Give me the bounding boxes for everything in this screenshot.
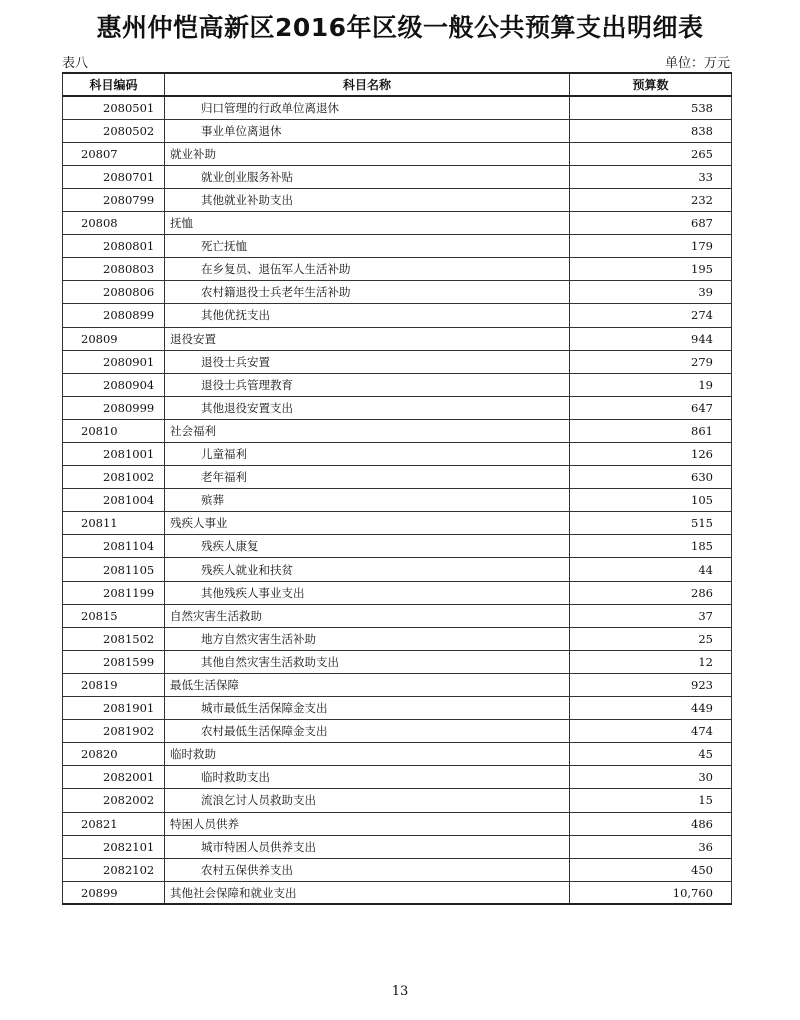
table-row xyxy=(63,581,732,604)
cell-name: 归口管理的行政单位离退休 xyxy=(165,96,570,119)
cell-amount: 36 xyxy=(570,835,732,858)
cell-amount: 179 xyxy=(570,235,732,258)
cell-name: 其他残疾人事业支出 xyxy=(165,581,570,604)
cell-amount: 185 xyxy=(570,535,732,558)
table-label: 表八 xyxy=(62,56,89,71)
table-row xyxy=(63,789,732,812)
cell-code: 2081004 xyxy=(63,489,165,512)
table-row xyxy=(63,627,732,650)
cell-code: 20815 xyxy=(63,604,165,627)
cell-code: 2081105 xyxy=(63,558,165,581)
cell-name: 残疾人事业 xyxy=(165,512,570,535)
table-row xyxy=(63,373,732,396)
table-header-row xyxy=(63,73,732,96)
cell-code: 2081901 xyxy=(63,697,165,720)
cell-amount: 944 xyxy=(570,327,732,350)
cell-code: 2082102 xyxy=(63,858,165,881)
cell-name: 在乡复员、退伍军人生活补助 xyxy=(165,258,570,281)
cell-code: 2081104 xyxy=(63,535,165,558)
cell-name: 最低生活保障 xyxy=(165,673,570,696)
page-title: 惠州仲恺高新区2016年区级一般公共预算支出明细表 xyxy=(96,13,704,42)
cell-amount: 286 xyxy=(570,581,732,604)
cell-amount: 687 xyxy=(570,212,732,235)
cell-amount: 33 xyxy=(570,165,732,188)
table-row xyxy=(63,535,732,558)
cell-code: 2080803 xyxy=(63,258,165,281)
cell-amount: 486 xyxy=(570,812,732,835)
column-header-name: 科目名称 xyxy=(165,73,570,96)
table-row xyxy=(63,258,732,281)
cell-code: 2081599 xyxy=(63,650,165,673)
cell-name: 事业单位离退休 xyxy=(165,119,570,142)
cell-name: 农村五保供养支出 xyxy=(165,858,570,881)
cell-name: 就业补助 xyxy=(165,142,570,165)
cell-amount: 25 xyxy=(570,627,732,650)
cell-code: 20820 xyxy=(63,743,165,766)
cell-amount: 265 xyxy=(570,142,732,165)
table-row xyxy=(63,720,732,743)
cell-code: 2081502 xyxy=(63,627,165,650)
cell-code: 20810 xyxy=(63,419,165,442)
table-row xyxy=(63,350,732,373)
cell-amount: 279 xyxy=(570,350,732,373)
cell-code: 20899 xyxy=(63,881,165,904)
cell-code: 20807 xyxy=(63,142,165,165)
unit-label: 单位：万元 xyxy=(664,56,730,71)
table-row xyxy=(63,443,732,466)
cell-code: 2080901 xyxy=(63,350,165,373)
cell-name: 临时救助支出 xyxy=(165,766,570,789)
cell-amount: 45 xyxy=(570,743,732,766)
cell-code: 2080501 xyxy=(63,96,165,119)
table-row xyxy=(63,235,732,258)
table-row xyxy=(63,650,732,673)
cell-code: 2081199 xyxy=(63,581,165,604)
cell-code: 2081001 xyxy=(63,443,165,466)
cell-name: 自然灾害生活救助 xyxy=(165,604,570,627)
cell-amount: 450 xyxy=(570,858,732,881)
table-body xyxy=(63,96,732,904)
table-row xyxy=(63,489,732,512)
cell-code: 2080999 xyxy=(63,396,165,419)
table-row xyxy=(63,604,732,627)
cell-amount: 126 xyxy=(570,443,732,466)
cell-code: 2082101 xyxy=(63,835,165,858)
table-row xyxy=(63,212,732,235)
cell-code: 2081902 xyxy=(63,720,165,743)
cell-amount: 12 xyxy=(570,650,732,673)
table-row xyxy=(63,697,732,720)
cell-name: 城市最低生活保障金支出 xyxy=(165,697,570,720)
cell-code: 2080806 xyxy=(63,281,165,304)
table-row xyxy=(63,512,732,535)
table-row xyxy=(63,142,732,165)
cell-name: 临时救助 xyxy=(165,743,570,766)
cell-amount: 274 xyxy=(570,304,732,327)
cell-name: 地方自然灾害生活补助 xyxy=(165,627,570,650)
table-row xyxy=(63,743,732,766)
table-row xyxy=(63,812,732,835)
table-row xyxy=(63,858,732,881)
column-header-code: 科目编码 xyxy=(63,73,165,96)
cell-code: 20819 xyxy=(63,673,165,696)
cell-code: 2080701 xyxy=(63,165,165,188)
table-row xyxy=(63,304,732,327)
cell-amount: 630 xyxy=(570,466,732,489)
table-row xyxy=(63,165,732,188)
cell-amount: 515 xyxy=(570,512,732,535)
table-row xyxy=(63,96,732,119)
cell-name: 特困人员供养 xyxy=(165,812,570,835)
table-row xyxy=(63,119,732,142)
cell-amount: 105 xyxy=(570,489,732,512)
budget-table xyxy=(62,72,732,905)
cell-code: 2082002 xyxy=(63,789,165,812)
cell-amount: 474 xyxy=(570,720,732,743)
cell-name: 其他自然灾害生活救助支出 xyxy=(165,650,570,673)
cell-name: 农村籍退役士兵老年生活补助 xyxy=(165,281,570,304)
table-row xyxy=(63,673,732,696)
cell-name: 退役安置 xyxy=(165,327,570,350)
cell-name: 其他就业补助支出 xyxy=(165,188,570,211)
table-row xyxy=(63,281,732,304)
cell-name: 社会福利 xyxy=(165,419,570,442)
cell-name: 儿童福利 xyxy=(165,443,570,466)
cell-amount: 37 xyxy=(570,604,732,627)
cell-code: 2080801 xyxy=(63,235,165,258)
cell-name: 农村最低生活保障金支出 xyxy=(165,720,570,743)
cell-amount: 861 xyxy=(570,419,732,442)
cell-code: 2080799 xyxy=(63,188,165,211)
table-row xyxy=(63,466,732,489)
cell-amount: 10,760 xyxy=(570,881,732,904)
cell-amount: 19 xyxy=(570,373,732,396)
table-row xyxy=(63,396,732,419)
cell-code: 20811 xyxy=(63,512,165,535)
cell-name: 抚恤 xyxy=(165,212,570,235)
cell-amount: 647 xyxy=(570,396,732,419)
cell-amount: 838 xyxy=(570,119,732,142)
cell-code: 20821 xyxy=(63,812,165,835)
table-row xyxy=(63,419,732,442)
cell-code: 2081002 xyxy=(63,466,165,489)
cell-name: 退役士兵安置 xyxy=(165,350,570,373)
cell-amount: 15 xyxy=(570,789,732,812)
cell-amount: 44 xyxy=(570,558,732,581)
table-row xyxy=(63,881,732,904)
cell-name: 死亡抚恤 xyxy=(165,235,570,258)
table-row xyxy=(63,327,732,350)
table-row xyxy=(63,188,732,211)
column-header-amount: 预算数 xyxy=(570,73,732,96)
cell-name: 殡葬 xyxy=(165,489,570,512)
cell-amount: 232 xyxy=(570,188,732,211)
table-row xyxy=(63,766,732,789)
page-number: 13 xyxy=(391,984,409,999)
cell-amount: 449 xyxy=(570,697,732,720)
cell-amount: 195 xyxy=(570,258,732,281)
cell-code: 20808 xyxy=(63,212,165,235)
cell-amount: 923 xyxy=(570,673,732,696)
cell-code: 2082001 xyxy=(63,766,165,789)
cell-code: 2080904 xyxy=(63,373,165,396)
cell-amount: 39 xyxy=(570,281,732,304)
cell-name: 其他社会保障和就业支出 xyxy=(165,881,570,904)
table-row xyxy=(63,835,732,858)
cell-name: 其他退役安置支出 xyxy=(165,396,570,419)
cell-name: 残疾人就业和扶贫 xyxy=(165,558,570,581)
cell-name: 城市特困人员供养支出 xyxy=(165,835,570,858)
cell-code: 2080502 xyxy=(63,119,165,142)
cell-code: 20809 xyxy=(63,327,165,350)
cell-name: 退役士兵管理教育 xyxy=(165,373,570,396)
cell-amount: 538 xyxy=(570,96,732,119)
cell-name: 老年福利 xyxy=(165,466,570,489)
cell-name: 流浪乞讨人员救助支出 xyxy=(165,789,570,812)
cell-amount: 30 xyxy=(570,766,732,789)
table-row xyxy=(63,558,732,581)
cell-code: 2080899 xyxy=(63,304,165,327)
cell-name: 残疾人康复 xyxy=(165,535,570,558)
cell-name: 就业创业服务补贴 xyxy=(165,165,570,188)
cell-name: 其他优抚支出 xyxy=(165,304,570,327)
